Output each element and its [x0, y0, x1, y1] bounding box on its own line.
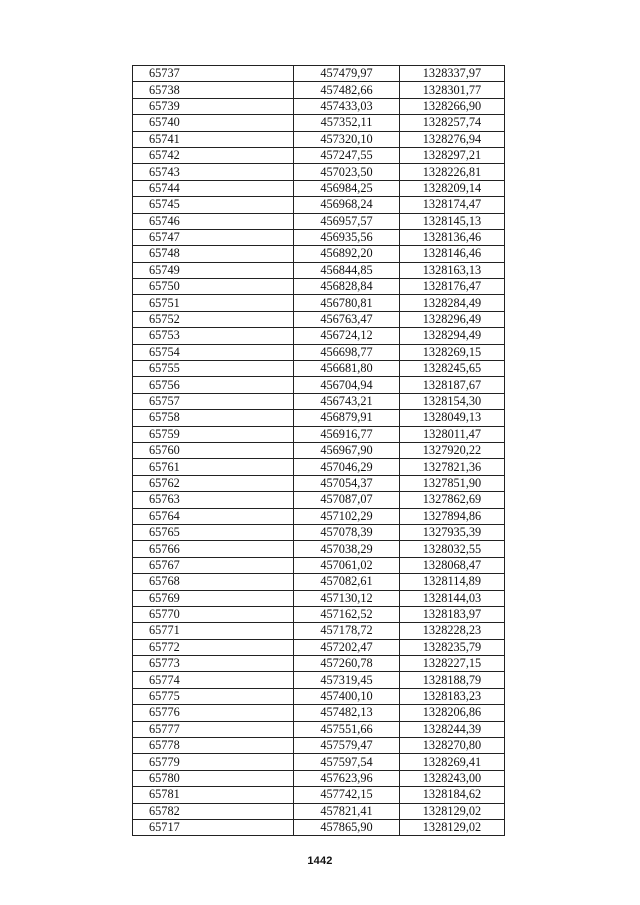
point-number-cell: 65771 [133, 623, 294, 639]
page-number: 1442 [307, 855, 333, 867]
y-coordinate-cell: 1328209,14 [400, 180, 505, 196]
table-row [133, 705, 505, 721]
y-coordinate-cell: 1328144,03 [400, 590, 505, 606]
point-number-cell: 65737 [133, 66, 294, 82]
point-number-cell: 65717 [133, 819, 294, 835]
y-coordinate-cell: 1328145,13 [400, 213, 505, 229]
table-row [133, 770, 505, 786]
x-coordinate-cell: 457482,13 [294, 705, 400, 721]
table-row [133, 295, 505, 311]
y-coordinate-cell: 1328226,81 [400, 164, 505, 180]
y-coordinate-cell: 1328227,15 [400, 656, 505, 672]
y-coordinate-cell: 1328049,13 [400, 410, 505, 426]
y-coordinate-cell: 1328068,47 [400, 557, 505, 573]
table-row [133, 115, 505, 131]
x-coordinate-cell: 457102,29 [294, 508, 400, 524]
y-coordinate-cell: 1328174,47 [400, 197, 505, 213]
table-row [133, 492, 505, 508]
y-coordinate-cell: 1327935,39 [400, 524, 505, 540]
point-number-cell: 65770 [133, 606, 294, 622]
point-number-cell: 65761 [133, 459, 294, 475]
table-row [133, 459, 505, 475]
table-row [133, 164, 505, 180]
point-number-cell: 65760 [133, 442, 294, 458]
x-coordinate-cell: 457400,10 [294, 688, 400, 704]
x-coordinate-cell: 457865,90 [294, 819, 400, 835]
point-number-cell: 65779 [133, 754, 294, 770]
point-number-cell: 65740 [133, 115, 294, 131]
point-number-cell: 65765 [133, 524, 294, 540]
point-number-cell: 65745 [133, 197, 294, 213]
y-coordinate-cell: 1328243,00 [400, 770, 505, 786]
table-row [133, 508, 505, 524]
y-coordinate-cell: 1328276,94 [400, 131, 505, 147]
table-row [133, 98, 505, 114]
point-number-cell: 65782 [133, 803, 294, 819]
y-coordinate-cell: 1328187,67 [400, 377, 505, 393]
point-number-cell: 65751 [133, 295, 294, 311]
table-row [133, 147, 505, 163]
x-coordinate-cell: 457162,52 [294, 606, 400, 622]
y-coordinate-cell: 1328206,86 [400, 705, 505, 721]
point-number-cell: 65741 [133, 131, 294, 147]
coordinates-table-body [133, 66, 505, 836]
coordinates-table [132, 65, 505, 836]
x-coordinate-cell: 457202,47 [294, 639, 400, 655]
x-coordinate-cell: 456724,12 [294, 328, 400, 344]
point-number-cell: 65781 [133, 787, 294, 803]
y-coordinate-cell: 1328284,49 [400, 295, 505, 311]
y-coordinate-cell: 1328245,65 [400, 361, 505, 377]
x-coordinate-cell: 457821,41 [294, 803, 400, 819]
point-number-cell: 65777 [133, 721, 294, 737]
table-row [133, 787, 505, 803]
y-coordinate-cell: 1328269,15 [400, 344, 505, 360]
point-number-cell: 65744 [133, 180, 294, 196]
x-coordinate-cell: 456828,84 [294, 279, 400, 295]
table-row [133, 721, 505, 737]
x-coordinate-cell: 457178,72 [294, 623, 400, 639]
x-coordinate-cell: 456968,24 [294, 197, 400, 213]
table-row [133, 557, 505, 573]
y-coordinate-cell: 1327862,69 [400, 492, 505, 508]
y-coordinate-cell: 1328269,41 [400, 754, 505, 770]
table-row [133, 475, 505, 491]
table-row [133, 590, 505, 606]
table-row [133, 393, 505, 409]
table-row [133, 377, 505, 393]
y-coordinate-cell: 1328184,62 [400, 787, 505, 803]
table-row [133, 328, 505, 344]
table-row [133, 754, 505, 770]
x-coordinate-cell: 457433,03 [294, 98, 400, 114]
x-coordinate-cell: 456681,80 [294, 361, 400, 377]
x-coordinate-cell: 457352,11 [294, 115, 400, 131]
x-coordinate-cell: 457320,10 [294, 131, 400, 147]
y-coordinate-cell: 1328266,90 [400, 98, 505, 114]
point-number-cell: 65758 [133, 410, 294, 426]
table-row [133, 738, 505, 754]
y-coordinate-cell: 1328257,74 [400, 115, 505, 131]
table-row [133, 361, 505, 377]
point-number-cell: 65743 [133, 164, 294, 180]
y-coordinate-cell: 1328163,13 [400, 262, 505, 278]
x-coordinate-cell: 456704,94 [294, 377, 400, 393]
y-coordinate-cell: 1328183,23 [400, 688, 505, 704]
x-coordinate-cell: 457082,61 [294, 574, 400, 590]
x-coordinate-cell: 457087,07 [294, 492, 400, 508]
x-coordinate-cell: 457046,29 [294, 459, 400, 475]
y-coordinate-cell: 1327920,22 [400, 442, 505, 458]
point-number-cell: 65778 [133, 738, 294, 754]
table-row [133, 344, 505, 360]
x-coordinate-cell: 456763,47 [294, 311, 400, 327]
table-row [133, 524, 505, 540]
point-number-cell: 65749 [133, 262, 294, 278]
y-coordinate-cell: 1328235,79 [400, 639, 505, 655]
y-coordinate-cell: 1328129,02 [400, 803, 505, 819]
y-coordinate-cell: 1327821,36 [400, 459, 505, 475]
table-row [133, 311, 505, 327]
y-coordinate-cell: 1328294,49 [400, 328, 505, 344]
table-row [133, 410, 505, 426]
point-number-cell: 65757 [133, 393, 294, 409]
x-coordinate-cell: 457482,66 [294, 82, 400, 98]
table-row [133, 180, 505, 196]
y-coordinate-cell: 1328176,47 [400, 279, 505, 295]
x-coordinate-cell: 456698,77 [294, 344, 400, 360]
x-coordinate-cell: 456780,81 [294, 295, 400, 311]
point-number-cell: 65754 [133, 344, 294, 360]
y-coordinate-cell: 1328301,77 [400, 82, 505, 98]
point-number-cell: 65780 [133, 770, 294, 786]
table-row [133, 213, 505, 229]
y-coordinate-cell: 1328270,80 [400, 738, 505, 754]
x-coordinate-cell: 457054,37 [294, 475, 400, 491]
x-coordinate-cell: 457038,29 [294, 541, 400, 557]
x-coordinate-cell: 457078,39 [294, 524, 400, 540]
y-coordinate-cell: 1327851,90 [400, 475, 505, 491]
table-row [133, 574, 505, 590]
y-coordinate-cell: 1328244,39 [400, 721, 505, 737]
point-number-cell: 65775 [133, 688, 294, 704]
x-coordinate-cell: 456916,77 [294, 426, 400, 442]
x-coordinate-cell: 456984,25 [294, 180, 400, 196]
table-row [133, 672, 505, 688]
point-number-cell: 65762 [133, 475, 294, 491]
point-number-cell: 65763 [133, 492, 294, 508]
y-coordinate-cell: 1328228,23 [400, 623, 505, 639]
point-number-cell: 65759 [133, 426, 294, 442]
x-coordinate-cell: 457319,45 [294, 672, 400, 688]
y-coordinate-cell: 1328146,46 [400, 246, 505, 262]
x-coordinate-cell: 457742,15 [294, 787, 400, 803]
point-number-cell: 65774 [133, 672, 294, 688]
x-coordinate-cell: 457260,78 [294, 656, 400, 672]
x-coordinate-cell: 456844,85 [294, 262, 400, 278]
x-coordinate-cell: 456967,90 [294, 442, 400, 458]
y-coordinate-cell: 1328188,79 [400, 672, 505, 688]
point-number-cell: 65746 [133, 213, 294, 229]
y-coordinate-cell: 1328011,47 [400, 426, 505, 442]
x-coordinate-cell: 456957,57 [294, 213, 400, 229]
y-coordinate-cell: 1328136,46 [400, 229, 505, 245]
table-row [133, 639, 505, 655]
table-row [133, 246, 505, 262]
y-coordinate-cell: 1328183,97 [400, 606, 505, 622]
point-number-cell: 65739 [133, 98, 294, 114]
table-row [133, 819, 505, 835]
point-number-cell: 65768 [133, 574, 294, 590]
point-number-cell: 65748 [133, 246, 294, 262]
point-number-cell: 65766 [133, 541, 294, 557]
y-coordinate-cell: 1328154,30 [400, 393, 505, 409]
table-row [133, 262, 505, 278]
point-number-cell: 65772 [133, 639, 294, 655]
point-number-cell: 65750 [133, 279, 294, 295]
table-row [133, 197, 505, 213]
table-row [133, 426, 505, 442]
point-number-cell: 65747 [133, 229, 294, 245]
x-coordinate-cell: 457479,97 [294, 66, 400, 82]
x-coordinate-cell: 457061,02 [294, 557, 400, 573]
x-coordinate-cell: 457023,50 [294, 164, 400, 180]
table-row [133, 131, 505, 147]
table-row [133, 623, 505, 639]
x-coordinate-cell: 457597,54 [294, 754, 400, 770]
point-number-cell: 65756 [133, 377, 294, 393]
x-coordinate-cell: 457551,66 [294, 721, 400, 737]
point-number-cell: 65755 [133, 361, 294, 377]
x-coordinate-cell: 457579,47 [294, 738, 400, 754]
x-coordinate-cell: 456935,56 [294, 229, 400, 245]
point-number-cell: 65753 [133, 328, 294, 344]
x-coordinate-cell: 457130,12 [294, 590, 400, 606]
point-number-cell: 65764 [133, 508, 294, 524]
table-row [133, 66, 505, 82]
y-coordinate-cell: 1328337,97 [400, 66, 505, 82]
table-row [133, 656, 505, 672]
y-coordinate-cell: 1328296,49 [400, 311, 505, 327]
point-number-cell: 65767 [133, 557, 294, 573]
x-coordinate-cell: 456743,21 [294, 393, 400, 409]
point-number-cell: 65738 [133, 82, 294, 98]
point-number-cell: 65769 [133, 590, 294, 606]
y-coordinate-cell: 1328297,21 [400, 147, 505, 163]
table-row [133, 688, 505, 704]
table-row [133, 541, 505, 557]
point-number-cell: 65776 [133, 705, 294, 721]
x-coordinate-cell: 457623,96 [294, 770, 400, 786]
x-coordinate-cell: 456879,91 [294, 410, 400, 426]
table-row [133, 442, 505, 458]
table-row [133, 229, 505, 245]
y-coordinate-cell: 1328129,02 [400, 819, 505, 835]
table-row [133, 82, 505, 98]
point-number-cell: 65773 [133, 656, 294, 672]
table-row [133, 279, 505, 295]
table-row [133, 606, 505, 622]
x-coordinate-cell: 457247,55 [294, 147, 400, 163]
point-number-cell: 65742 [133, 147, 294, 163]
point-number-cell: 65752 [133, 311, 294, 327]
y-coordinate-cell: 1328114,89 [400, 574, 505, 590]
y-coordinate-cell: 1327894,86 [400, 508, 505, 524]
y-coordinate-cell: 1328032,55 [400, 541, 505, 557]
x-coordinate-cell: 456892,20 [294, 246, 400, 262]
table-row [133, 803, 505, 819]
